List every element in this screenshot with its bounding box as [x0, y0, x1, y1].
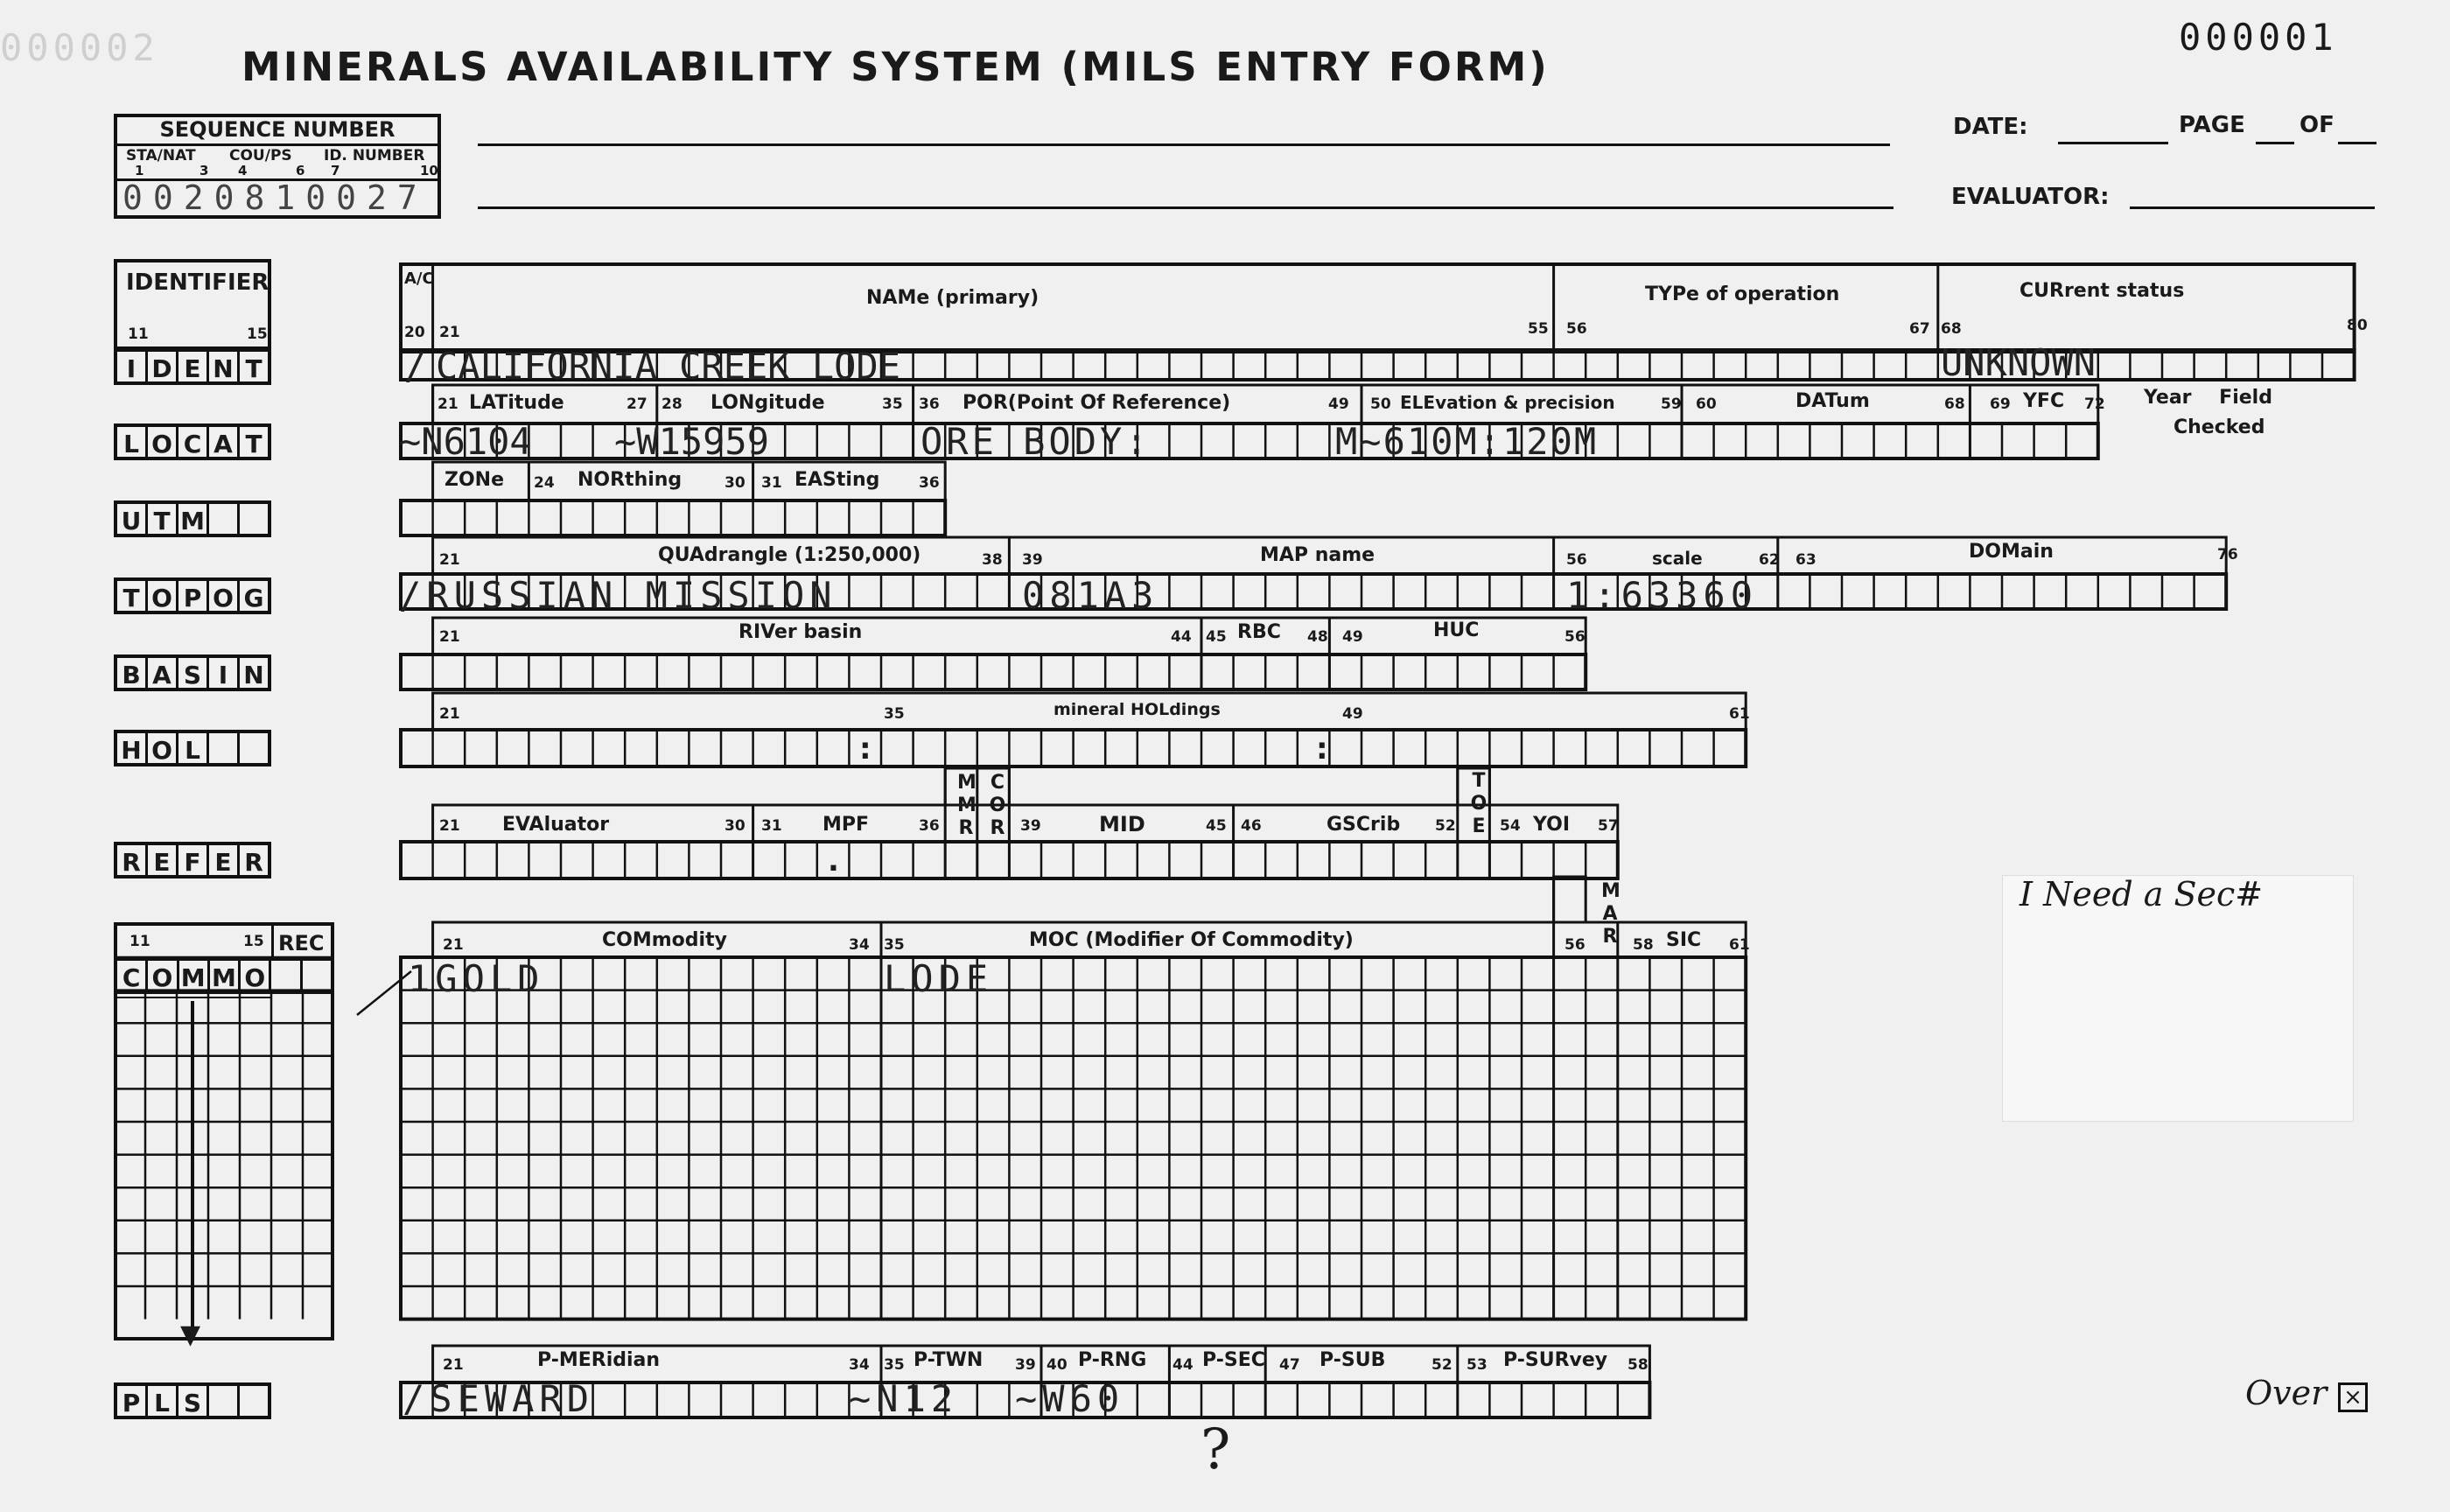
seq-n7: 7: [331, 163, 340, 178]
over-checkbox[interactable]: ×: [2338, 1382, 2368, 1412]
locat-lat-value: ~N6104: [399, 420, 532, 463]
utm-n36: 36: [919, 474, 940, 492]
ident-status-value: UNKNOWN: [1941, 341, 2096, 384]
ident-n21: 21: [439, 324, 460, 341]
hol-n35: 35: [884, 705, 905, 723]
refer-eva-label: EVAluator: [502, 814, 610, 836]
sequence-value: 0020810027: [122, 178, 428, 217]
ident-header-box: [401, 264, 2355, 352]
pls-mer-value: /SEWARD: [402, 1377, 595, 1420]
commo-mar-label: M A R: [1601, 880, 1620, 948]
locat-por-label: POR(Point Of Reference): [962, 392, 1231, 414]
locat-lon-value: ~W15959: [614, 420, 770, 463]
tag-utm: U T M: [114, 500, 271, 537]
locat-n35: 35: [882, 396, 903, 413]
basin-header-box: [433, 618, 1586, 654]
pls-n39: 39: [1015, 1356, 1036, 1374]
topog-map-label: MAP name: [1260, 544, 1376, 566]
locat-n27: 27: [626, 396, 648, 413]
tag-ident: I D E N T: [114, 348, 271, 385]
hol-n49: 49: [1342, 705, 1363, 723]
commo-n35: 35: [884, 936, 905, 954]
topog-scale-value: 1:63360: [1566, 574, 1759, 617]
hol-n61: 61: [1729, 705, 1750, 723]
form-title: MINERALS AVAILABILITY SYSTEM (MILS ENTRY FORM): [242, 44, 1550, 90]
ident-n56: 56: [1566, 320, 1587, 338]
basin-cells: [401, 654, 1586, 690]
hol-colon-2: :: [1316, 732, 1328, 766]
commo-sic-label: SIC: [1666, 929, 1702, 951]
date-label: DATE:: [1953, 114, 2028, 140]
refer-n21: 21: [439, 817, 460, 835]
pls-n53: 53: [1466, 1356, 1488, 1374]
ident-cur-label: CURrent status: [2020, 280, 2185, 302]
ident-ac-label: A/C: [404, 270, 434, 288]
sequence-title: SEQUENCE NUMBER: [117, 117, 438, 146]
refer-n30: 30: [724, 817, 746, 835]
topog-n62: 62: [1759, 551, 1780, 569]
pls-sec-label: P-SEC: [1202, 1349, 1265, 1371]
topog-n56: 56: [1566, 551, 1587, 569]
commo-tick-mark: [357, 971, 411, 1015]
seq-col-cou: COU/PS: [229, 147, 292, 164]
seq-n4: 4: [238, 163, 248, 178]
basin-rbc-label: RBC: [1237, 621, 1281, 643]
locat-elev-value: M~610M:120M: [1335, 420, 1599, 463]
topog-n21: 21: [439, 551, 460, 569]
basin-n56: 56: [1564, 628, 1586, 646]
utm-n24: 24: [534, 474, 555, 492]
topog-n38: 38: [982, 551, 1003, 569]
locat-n60: 60: [1696, 396, 1717, 413]
tag-basin: B A S I N: [114, 654, 271, 691]
refer-toe-label: T O E: [1470, 770, 1488, 837]
locat-n49: 49: [1328, 396, 1349, 413]
locat-n21: 21: [438, 396, 458, 413]
refer-mmr-label: M M R: [957, 772, 976, 839]
commo-modifier-value: LODE: [884, 957, 994, 1000]
commo-n56: 56: [1564, 936, 1586, 954]
pls-n58: 58: [1628, 1356, 1648, 1374]
tag-refer: R E F E R: [114, 842, 271, 878]
ident-name-label: NAMe (primary): [866, 287, 1040, 309]
pls-sur-label: P-SURvey: [1503, 1349, 1608, 1371]
hol-colon-1: :: [859, 732, 872, 766]
locat-n50: 50: [1370, 396, 1391, 413]
utm-n31: 31: [761, 474, 782, 492]
commo-mar-box: [1554, 877, 1586, 922]
basin-n48: 48: [1307, 628, 1328, 646]
ident-type-label: TYPe of operation: [1645, 284, 1840, 305]
locat-n69: 69: [1990, 396, 2011, 413]
pls-twn-label: P-TWN: [914, 1349, 984, 1371]
hol-label: mineral HOLdings: [1054, 700, 1221, 719]
topog-n63: 63: [1796, 551, 1816, 569]
pls-n21: 21: [443, 1356, 464, 1374]
basin-huc-label: HUC: [1433, 620, 1480, 641]
of-label: OF: [2300, 112, 2334, 138]
basin-n45: 45: [1206, 628, 1227, 646]
pls-rng-value: ~W60: [1015, 1377, 1125, 1420]
locat-dat-label: DATum: [1796, 390, 1870, 412]
commo-n11: 11: [130, 933, 150, 950]
ident-n55: 55: [1528, 320, 1549, 338]
ident-name-value: CALIFORNIA CREEK LODE: [436, 345, 901, 388]
refer-n57: 57: [1598, 817, 1619, 835]
topog-quad-label: QUAdrangle (1:250,000): [658, 544, 921, 566]
refer-mpf-label: MPF: [822, 814, 870, 836]
refer-cor-label: C O R: [989, 772, 1006, 839]
identifier-n15: 15: [247, 326, 268, 343]
locat-n59: 59: [1661, 396, 1682, 413]
basin-n21: 21: [439, 628, 460, 646]
refer-n36: 36: [919, 817, 940, 835]
document-number: 000001: [2179, 16, 2338, 59]
tag-commo: C O M M O: [114, 957, 334, 994]
refer-n54: 54: [1500, 817, 1521, 835]
pls-n52: 52: [1432, 1356, 1452, 1374]
topog-n39: 39: [1022, 551, 1043, 569]
locat-elev-label: ELEvation & precision: [1400, 392, 1615, 413]
topog-quad-value: /RUSSIAN MISSION: [399, 574, 837, 617]
ghost-page-number: 000002: [0, 26, 159, 69]
pls-n35: 35: [884, 1356, 905, 1374]
tag-topog: T O P O G: [114, 578, 271, 614]
refer-n52: 52: [1435, 817, 1456, 835]
seq-n3: 3: [200, 163, 209, 178]
seq-col-id: ID. NUMBER: [324, 147, 425, 164]
commo-rec: REC: [278, 931, 325, 956]
ident-n67: 67: [1909, 320, 1930, 338]
basin-n49: 49: [1342, 628, 1363, 646]
commo-com-label: COMmodity: [602, 929, 727, 951]
pls-rng-label: P-RNG: [1078, 1349, 1147, 1371]
hol-n21: 21: [439, 705, 460, 723]
ident-n80: 80: [2347, 317, 2368, 334]
locat-year-field: Year Field: [2144, 387, 2272, 409]
commo-n21: 21: [443, 936, 464, 954]
commo-n34: 34: [849, 936, 870, 954]
locat-n28: 28: [662, 396, 682, 413]
seq-col-sta: STA/NAT: [126, 147, 196, 164]
identifier-title: IDENTIFIER: [126, 270, 270, 296]
topog-dom-label: DOMain: [1969, 541, 2054, 563]
over-label: Over: [2245, 1374, 2328, 1412]
commo-commodity-value: 1GOLD: [408, 957, 545, 1000]
refer-n46: 46: [1241, 817, 1262, 835]
pls-n34: 34: [849, 1356, 870, 1374]
utm-zone-label: ZONe: [444, 469, 504, 491]
commo-moc-label: MOC (Modifier Of Commodity): [1029, 929, 1354, 951]
ident-n68: 68: [1941, 320, 1962, 338]
locat-checked: Checked: [2174, 416, 2265, 438]
locat-n68: 68: [1944, 396, 1965, 413]
utm-north-label: NORthing: [578, 469, 682, 491]
refer-n31: 31: [761, 817, 782, 835]
locat-n72: 72: [2084, 396, 2105, 413]
locat-lat-label: LATitude: [469, 392, 564, 414]
locat-por-value: ORE BODY:: [920, 420, 1152, 463]
seq-n6: 6: [296, 163, 305, 178]
ident-ac-mark: /: [404, 345, 427, 388]
ident-n20: 20: [404, 324, 425, 341]
evaluator-label: EVALUATOR:: [1951, 184, 2110, 210]
basin-riv-label: RIVer basin: [738, 621, 863, 643]
commo-n58: 58: [1633, 936, 1654, 954]
refer-gsc-label: GSCrib: [1326, 814, 1401, 836]
basin-n44: 44: [1171, 628, 1192, 646]
locat-n36: 36: [919, 396, 940, 413]
topog-map-value: 081A3: [1022, 574, 1159, 617]
tag-pls: P L S: [114, 1382, 271, 1419]
seq-n1: 1: [135, 163, 144, 178]
refer-mid-label: MID: [1099, 812, 1145, 836]
page-label: PAGE: [2179, 112, 2245, 138]
question-mark: ?: [1200, 1418, 1231, 1482]
commo-n15: 15: [243, 933, 264, 950]
refer-n39: 39: [1020, 817, 1041, 835]
utm-cells: [401, 500, 945, 536]
pls-mer-label: P-MERidian: [537, 1349, 661, 1371]
sticky-note-text: I Need a Sec#: [2020, 875, 2264, 914]
utm-n30: 30: [724, 474, 746, 492]
tag-locat: L O C A T: [114, 424, 271, 460]
locat-yfc-label: YFC: [2023, 390, 2065, 412]
pls-sub-label: P-SUB: [1320, 1349, 1386, 1371]
refer-dot: .: [828, 844, 839, 878]
seq-n10: 10: [420, 163, 438, 178]
commo-n61: 61: [1729, 936, 1750, 954]
refer-yoi-label: YOI: [1533, 814, 1571, 836]
topog-scale-label: scale: [1652, 548, 1703, 569]
identifier-n11: 11: [128, 326, 149, 343]
pls-n47: 47: [1279, 1356, 1300, 1374]
locat-lon-label: LONgitude: [710, 392, 825, 414]
pls-n44: 44: [1172, 1356, 1194, 1374]
topog-n76: 76: [2217, 546, 2238, 564]
tag-hol: H O L: [114, 730, 271, 766]
pls-n40: 40: [1046, 1356, 1068, 1374]
utm-east-label: EASting: [794, 469, 880, 491]
refer-n45: 45: [1206, 817, 1227, 835]
pls-twn-value: ~N12: [849, 1377, 959, 1420]
arrow-head-icon: ▼: [180, 1320, 201, 1350]
